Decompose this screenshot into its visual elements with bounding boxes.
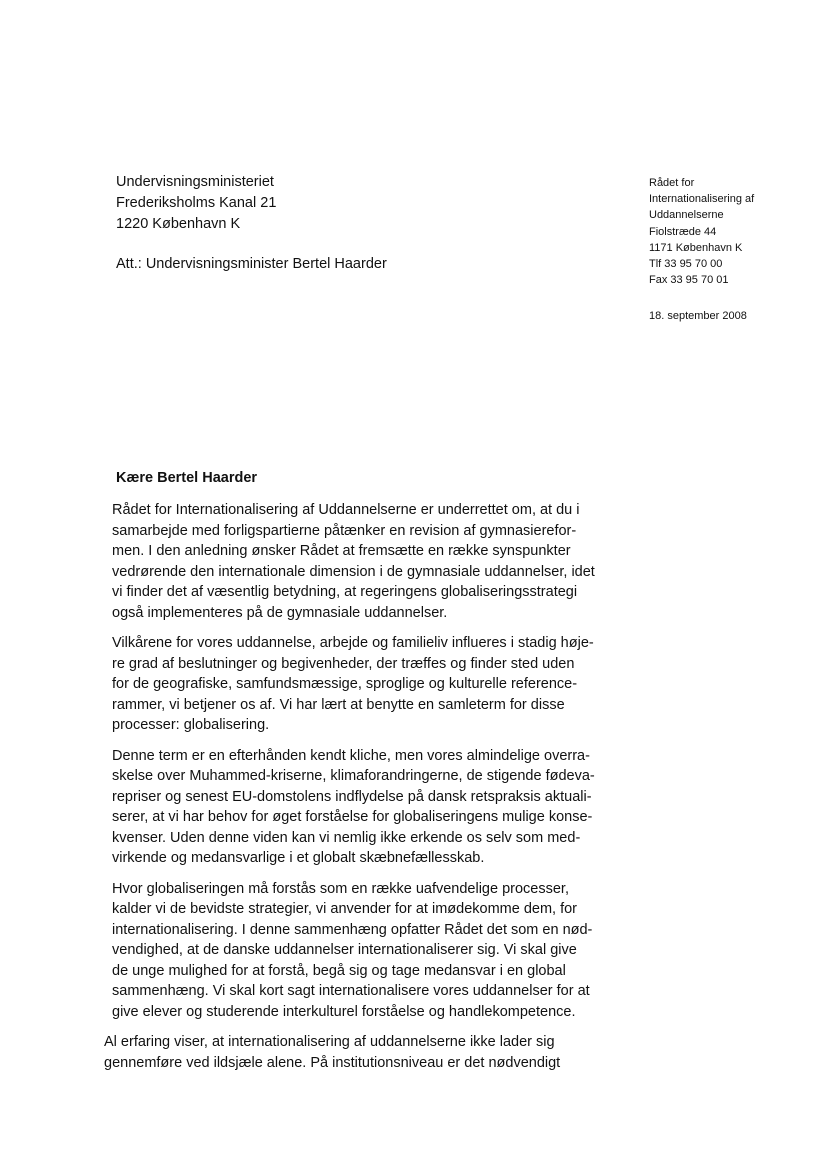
recipient-line: Frederiksholms Kanal 21	[116, 195, 277, 211]
body-line: virkende og medansvarlige i et globalt skæbnefællesskab.	[112, 850, 485, 866]
body-line: skelse over Muhammed-kriserne, klimaforandringerne, de stigende fødeva-	[112, 768, 595, 784]
body-line: Vilkårene for vores uddannelse, arbejde og familieliv influeres i stadig høje-	[112, 635, 594, 651]
body-line: rammer, vi betjener os af. Vi har lært at benytte en samleterm for disse	[112, 696, 565, 713]
body-line: for de geografiske, samfundsmæssige, sproglige og kulturelle reference-	[112, 676, 578, 692]
sender-line: Uddannelserne	[649, 209, 724, 222]
body-line: også implementeres på de gymnasiale uddannelser.	[112, 604, 448, 621]
body-paragraph	[104, 746, 644, 869]
body-line: Rådet for Internationalisering af Uddannelserne er underrettet om, at du i	[112, 502, 580, 518]
body-line: kalder vi de bevidste strategier, vi anvender for at imødekomme dem, for	[112, 901, 578, 917]
body-line: repriser og senest EU-domstolens indflydelse på dansk retspraksis aktuali-	[112, 788, 592, 805]
body-line: Denne term er en efterhånden kendt kliche, men vores almindelige overra-	[112, 747, 590, 764]
body-line: men. I den anledning ønsker Rådet at fremsætte en række synspunkter	[112, 543, 571, 559]
body-line: vendighed, at de danske uddannelser internationaliserer sig. Vi skal give	[112, 942, 577, 958]
body-line: re grad af beslutninger og begivenheder, der træffes og finder sted uden	[112, 655, 575, 672]
body-line: internationalisering. I denne sammenhæng opfatter Rådet det som en nød-	[112, 921, 593, 938]
sender-line: 1171 København K	[649, 241, 743, 254]
sender-line: Rådet for	[649, 177, 695, 189]
sender-line: Internationalisering af	[649, 193, 755, 206]
body-line: give elever og studerende interkulturel forståelse og handlekompetence.	[112, 1003, 576, 1020]
recipient-address-block	[116, 172, 476, 275]
body-line: processer: globalisering.	[112, 717, 270, 733]
body-line: vedrørende den internationale dimension i de gymnasiale uddannelser, idet	[112, 563, 595, 580]
body-line: serer, at vi har behov for øget forståelse for globaliseringens mulige konse-	[112, 809, 593, 825]
letter-date: 18. september 2008	[649, 310, 747, 323]
body-paragraph	[104, 879, 644, 1023]
sender-address-block	[649, 175, 819, 325]
sender-line: Tlf 33 95 70 00	[649, 258, 723, 271]
sender-line: Fax 33 95 70 01	[649, 274, 729, 287]
body-line: Hvor globaliseringen må forstås som en række uafvendelige processer,	[112, 880, 569, 897]
recipient-line: Undervisningsministeriet	[116, 174, 274, 190]
body-line: kvenser. Uden denne viden kan vi nemlig ikke erkende os selv som med-	[112, 829, 581, 846]
sender-line: Fiolstræde 44	[649, 225, 717, 238]
body-line: de unge mulighed for at forstå, begå sig og tage medansvar i en global	[112, 962, 566, 979]
body-paragraph	[104, 500, 644, 623]
letter-body	[104, 500, 644, 1083]
body-paragraph	[104, 1032, 644, 1073]
body-line: Al erfaring viser, at internationalisering af uddannelserne ikke lader sig	[104, 1034, 555, 1050]
body-line: sammenhæng. Vi skal kort sagt internationalisere vores uddannelser for at	[112, 983, 590, 999]
recipient-attention-line: Att.: Undervisningsminister Bertel Haarder	[116, 256, 387, 272]
recipient-line: 1220 København K	[116, 216, 241, 232]
salutation: Kære Bertel Haarder	[116, 470, 258, 486]
body-line: gennemføre ved ildsjæle alene. På institutionsniveau er det nødvendigt	[104, 1054, 561, 1071]
body-line: vi finder det af væsentlig betydning, at regeringens globaliseringsstrategi	[112, 584, 578, 600]
body-line: samarbejde med forligspartierne påtænker en revision af gymnasierefor-	[112, 522, 577, 539]
body-paragraph	[104, 633, 644, 736]
